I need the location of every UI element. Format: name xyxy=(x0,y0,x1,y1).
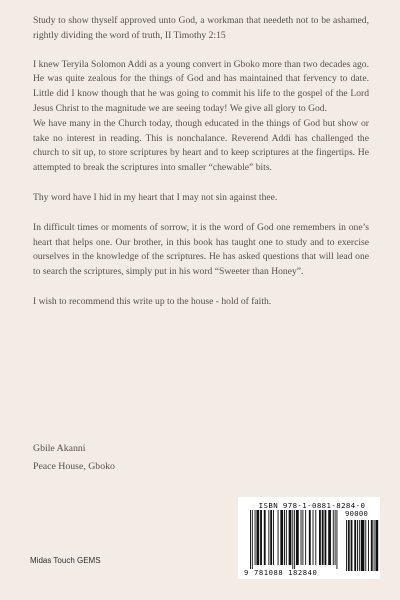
isbn-barcode xyxy=(238,497,380,579)
body-paragraph: I knew Teryila Solomon Addi as a young convert in Gboko more than two decades ago. He was quite zealous for the things of God and has maintained that fervency to date. Little did I know though that he was going to commit his life to the gospel of the Lord Jesus Christ to the magnitude we are seeing today! We give all glory to God. xyxy=(33,58,369,114)
recommendation-paragraph: I wish to recommend this write up to the house - hold of faith. xyxy=(33,295,272,307)
body-paragraph: In difficult times or moments of sorrow, it is the word of God one remembers in one’s heart that helps one. Our brother, in this book has taught one to study and to exercise ourselves in the knowledge of the scriptures. He has asked questions that will lead one to search the scriptures, simply put in his word “Sweeter than Honey”. xyxy=(33,221,369,278)
scripture-quote: Thy word have I hid in my heart that I may not sin against thee. xyxy=(33,191,278,203)
signatory-place: Peace House, Gboko xyxy=(33,461,115,472)
body-paragraph: We have many in the Church today, though educated in the things of God but show or take no interest in reading. This is nonchalance. Reverend Addi has challenged the church to sit up, to store scriptures by heart and to keep scriptures at the fingertips. He attempted to break the scriptures into smaller “chewable” bits. xyxy=(33,117,369,174)
isbn-label: ISBN 978-1-0881-8284-0 xyxy=(258,501,366,510)
foreword-text xyxy=(33,14,369,310)
publisher-name: Midas Touch GEMS xyxy=(30,556,101,565)
barcode-digits: 781088 182840 xyxy=(254,568,318,577)
barcode-first-digit: 9 xyxy=(244,568,249,577)
barcode-addon-digits: 90000 xyxy=(345,509,369,518)
signature-block xyxy=(33,440,115,476)
signatory-name: Gbile Akanni xyxy=(33,443,86,454)
epigraph-paragraph: Study to show thyself approved unto God, a workman that needeth not to be ashamed, rightly dividing the word of truth, II Timothy 2:15 xyxy=(33,15,369,41)
